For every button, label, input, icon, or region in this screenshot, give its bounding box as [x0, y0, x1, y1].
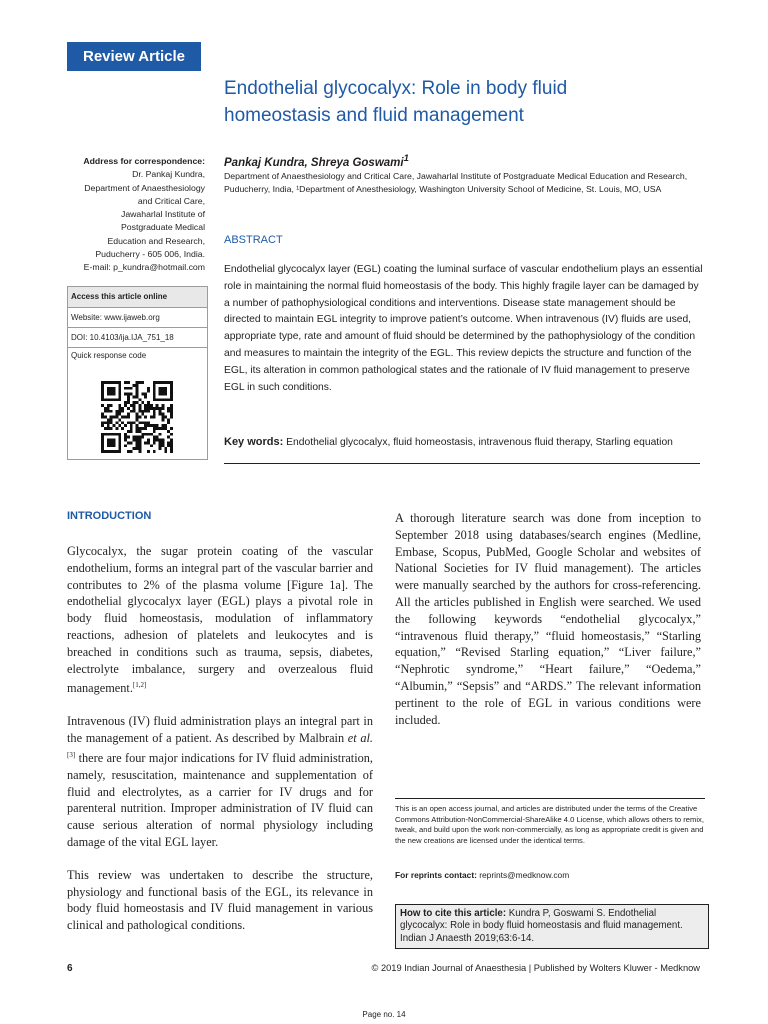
abstract-heading: ABSTRACT	[224, 234, 283, 246]
correspondence-line: Puducherry - 605 006, India.	[95, 249, 205, 260]
intro-paragraph-1-text: Glycocalyx, the sugar protein coating of the vascular endothelium, forms an integral part of the vascular barrier and contributes to 2% of the plasma volume [Figure 1a]. The endothelial glycocalyx layer (EGL) plays a pivotal role in body fluid homeostasis, modulation of inflammatory reactions, adhesion of platelets and leukocytes and is breached in conditions such as trauma, sepsis, diabetes, electrolyte imbalance, surgery and overzealous fluid management.	[67, 544, 373, 696]
correspondence-address	[30, 155, 205, 275]
intro-paragraph-4: A thorough literature search was done from inception to September 2018 using databases/search engines (Medline, Embase, Scopus, PubMed, Google Scholar and websites of National Societies for IV fluid management). The articles were manually searched by the authors for cross-referencing. All the articles published in English were searched. We used the following keywords “endothelial glycocalyx,” “intravenous fluid therapy,” “fluid homeostasis,” “Starling equation,” “Revised Starling equation,” “Liver failure,” “Nephrotic syndrome,” “Heart failure,” “Oedema,” “Albumin,” “Sepsis” and “ARDS.” The relevant information pertinent to the role of EGL in various conditions were included.	[395, 511, 701, 727]
correspondence-line: Department of Anaesthesiology	[84, 182, 205, 193]
author-affiliation-mark: 1	[403, 153, 409, 164]
author-names: Pankaj Kundra, Shreya Goswami	[224, 156, 404, 169]
intro-paragraph-2-text: Intravenous (IV) fluid administration plays an integral part in the management of a patient. As described by Malbrain	[67, 714, 373, 746]
authors	[224, 153, 409, 169]
intro-paragraph-3: This review was undertaken to describe the structure, physiology and functional basis of the EGL, its relevance in body fluid homeostasis and IV fluid management in various clinical and pathological conditions.	[67, 867, 373, 933]
how-to-cite-box	[395, 904, 709, 949]
body-column-left	[67, 543, 373, 950]
correspondence-line: Education and Research,	[107, 235, 205, 246]
title-line-1: Endothelial glycocalyx: Role in body fluid	[224, 78, 568, 99]
cite-text: Kundra P, Goswami S. Endothelial glycocalyx: Role in body fluid homeostasis and fluid management. Indian J Anaesth 2019;63:6-14.	[400, 908, 683, 944]
title-line-2: homeostasis and fluid management	[224, 105, 524, 126]
reprints-label: For reprints contact:	[395, 870, 477, 880]
correspondence-line: Dr. Pankaj Kundra,	[132, 169, 205, 180]
correspondence-line: and Critical Care,	[137, 195, 205, 206]
qr-code-icon[interactable]	[101, 381, 173, 453]
page-no-label: Page no. 14	[362, 1010, 406, 1019]
keywords-text: Endothelial glycocalyx, fluid homeostasis, intravenous fluid therapy, Starling equation	[283, 437, 673, 448]
reprints-contact	[395, 870, 569, 880]
affiliations: Department of Anaesthesiology and Critical Care, Jawaharlal Institute of Postgraduate Medical Education and Research, Puducherry, India, ¹Department of Anesthesiology, Washington University School of Medicine, St. Louis, MO, USA	[224, 171, 688, 195]
citation-ref[interactable]: [3]	[67, 750, 76, 759]
body-column-right	[395, 510, 701, 744]
correspondence-line: Jawaharlal Institute of	[120, 209, 205, 220]
intro-paragraph-2-text-cont: there are four major indications for IV fluid administration, namely, resuscitation, maintenance and supplementation of fluid and electrolytes, as a carrier for IV drugs and for parenteral nutrition. Improper administration of IV fluid can cause serious alteration of normal physiology including damage of the vital EGL layer.	[67, 750, 373, 849]
intro-paragraph-1	[67, 543, 373, 697]
access-doi-link[interactable]: DOI: 10.4103/ija.IJA_751_18	[68, 328, 207, 348]
article-title	[224, 75, 724, 129]
correspondence-heading: Address for correspondence:	[83, 156, 205, 166]
abstract-divider	[224, 463, 700, 464]
keywords	[224, 436, 714, 448]
copyright-footer: © 2019 Indian Journal of Anaesthesia | Published by Wolters Kluwer - Medknow	[371, 963, 700, 973]
access-heading: Access this article online	[68, 287, 207, 308]
open-access-divider	[395, 798, 705, 799]
qr-code-label: Quick response code	[71, 351, 147, 360]
access-website-link[interactable]: Website: www.ijaweb.org	[68, 308, 207, 328]
keywords-label: Key words:	[224, 436, 284, 448]
page-number: 6	[67, 963, 73, 974]
section-heading-introduction: INTRODUCTION	[67, 510, 152, 522]
intro-paragraph-2	[67, 713, 373, 850]
correspondence-email[interactable]: E-mail: p_kundra@hotmail.com	[83, 262, 205, 273]
abstract-text: Endothelial glycocalyx layer (EGL) coating the luminal surface of vascular endothelium plays an essential role in maintaining the normal fluid homeostasis of the body. This highly fragile layer can be damaged by a number of pathophysiological conditions and interventions. Disease state management should be directed to maintain EGL integrity to improve patient’s outcome. When intravenous (IV) fluids are used, appropriate type, rate and amount of fluid should be determined by the pathophysiology of the condition and measures to maintain the integrity of the EGL. This review depicts the structure and function of the EGL, its alteration in common pathological states and the rationale of IV fluid management to preserve EGL in such conditions.	[224, 264, 703, 393]
citation-ref[interactable]: [1,2]	[132, 681, 147, 690]
open-access-notice: This is an open access journal, and articles are distributed under the terms of the Creative Commons Attribution-NonCommercial-ShareAlike 4.0 License, which allows others to remix, tweak, and build upon the work non-commercially, as long as appropriate credit is given and the new creations are licensed under the identical terms.	[395, 804, 704, 845]
correspondence-line: Postgraduate Medical	[120, 222, 205, 233]
article-type-badge: Review Article	[67, 42, 201, 71]
access-online-box	[67, 286, 208, 460]
et-al: et al.	[347, 731, 374, 746]
cite-label: How to cite this article:	[400, 908, 507, 919]
reprints-email[interactable]: reprints@medknow.com	[476, 870, 570, 880]
